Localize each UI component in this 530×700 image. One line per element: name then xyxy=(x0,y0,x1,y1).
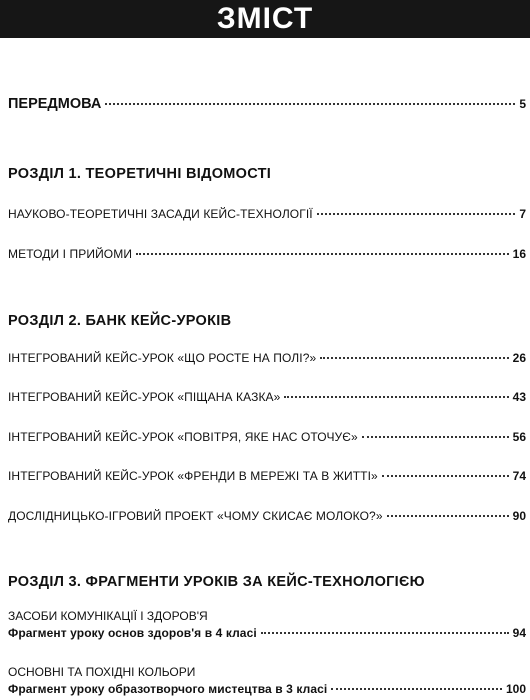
toc-entry-label: МЕТОДИ І ПРИЙОМИ xyxy=(8,247,133,261)
toc-entry[interactable] xyxy=(8,351,526,365)
dot-leader xyxy=(136,253,509,255)
header-bar xyxy=(0,0,530,38)
toc-entry-page: 16 xyxy=(512,247,526,261)
dot-leader xyxy=(317,213,516,215)
toc-entry[interactable] xyxy=(8,430,526,444)
dot-leader xyxy=(362,436,509,438)
toc-subentry-title: ОСНОВНІ ТА ПОХІДНІ КОЛЬОРИ xyxy=(8,665,196,679)
toc-entry-label: ІНТЕГРОВАНИЙ КЕЙС-УРОК «ПОВІТРЯ, ЯКЕ НАС ОТОЧУЄ» xyxy=(8,430,358,444)
dot-leader xyxy=(261,632,509,634)
dot-leader xyxy=(284,396,508,398)
section-2-title: РОЗДІЛ 2. БАНК КЕЙС-УРОКІВ xyxy=(8,313,232,329)
toc-entry-label: Фрагмент уроку основ здоров'я в 4 класі xyxy=(8,626,257,640)
toc-entry[interactable] xyxy=(8,509,526,523)
toc-entry-page: 56 xyxy=(512,430,526,444)
toc-entry-page: 74 xyxy=(512,469,526,483)
section-1-title: РОЗДІЛ 1. ТЕОРЕТИЧНІ ВІДОМОСТІ xyxy=(8,166,272,182)
toc-entry-page: 94 xyxy=(512,626,526,640)
dot-leader xyxy=(382,475,509,477)
dot-leader xyxy=(387,515,509,517)
toc-entry-label: ДОСЛІДНИЦЬКО-ІГРОВИЙ ПРОЕКТ «ЧОМУ СКИСАЄ МОЛОКО?» xyxy=(8,509,383,523)
section-3-title: РОЗДІЛ 3. ФРАГМЕНТИ УРОКІВ ЗА КЕЙС-ТЕХНОЛОГІЄЮ xyxy=(8,574,425,590)
dot-leader xyxy=(331,688,502,690)
toc-entry-label: ІНТЕГРОВАНИЙ КЕЙС-УРОК «ФРЕНДИ В МЕРЕЖІ ТА В ЖИТТІ» xyxy=(8,469,378,483)
toc-entry[interactable] xyxy=(8,682,526,696)
toc-entry[interactable] xyxy=(8,469,526,483)
toc-entry-label: Фрагмент уроку образотворчого мистецтва в 3 класі xyxy=(8,682,328,696)
dot-leader xyxy=(320,357,508,359)
dot-leader xyxy=(105,103,515,105)
toc-entry-label: ІНТЕГРОВАНИЙ КЕЙС-УРОК «ПІЩАНА КАЗКА» xyxy=(8,390,281,404)
toc-entry[interactable] xyxy=(8,247,526,261)
toc-entry-label: ПЕРЕДМОВА xyxy=(8,96,102,112)
toc-entry[interactable] xyxy=(8,626,526,640)
toc-entry-label: НАУКОВО-ТЕОРЕТИЧНІ ЗАСАДИ КЕЙС-ТЕХНОЛОГІЇ xyxy=(8,207,313,221)
toc-entry-page: 26 xyxy=(512,351,526,365)
toc-entry-page: 100 xyxy=(505,682,526,696)
toc-entry[interactable] xyxy=(8,207,526,221)
page-title: ЗМІСТ xyxy=(216,2,314,35)
toc-entry-page: 5 xyxy=(519,97,526,111)
toc-subentry-title: ЗАСОБИ КОМУНІКАЦІЇ І ЗДОРОВ'Я xyxy=(8,609,208,623)
toc-entry-page: 90 xyxy=(512,509,526,523)
toc-entry-page: 7 xyxy=(519,207,526,221)
toc-entry-label: ІНТЕГРОВАНИЙ КЕЙС-УРОК «ЩО РОСТЕ НА ПОЛІ?» xyxy=(8,351,317,365)
toc-entry-preface[interactable] xyxy=(8,96,526,112)
toc-entry[interactable] xyxy=(8,390,526,404)
toc-entry-page: 43 xyxy=(512,390,526,404)
